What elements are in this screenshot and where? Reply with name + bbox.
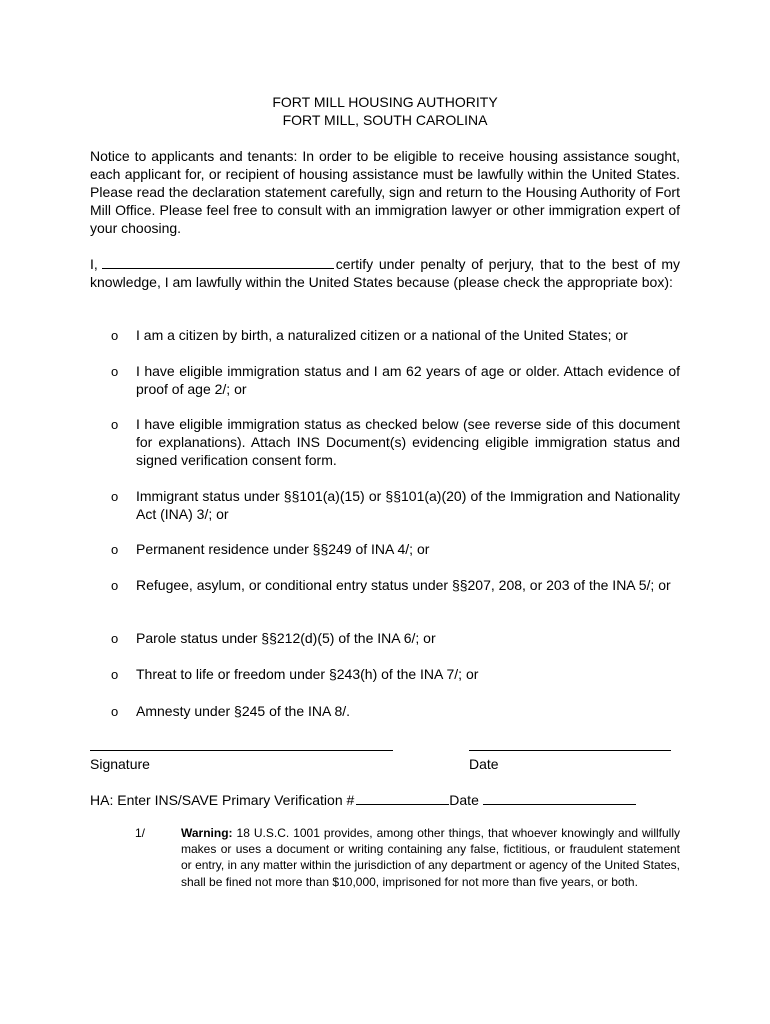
- option-label: I have eligible immigration status as checked below (see reverse side of this document for explanations). Attach INS Document(s) evidencing eligible immigration status and signed verification consent form.: [136, 416, 680, 468]
- verification-number-field[interactable]: [356, 791, 449, 805]
- option-refugee-asylum[interactable]: [111, 576, 680, 594]
- date-label: Date: [469, 756, 499, 772]
- ha-verification-label: HA: Enter INS/SAVE Primary Verification #: [90, 792, 355, 808]
- authority-location: FORT MILL, SOUTH CAROLINA: [282, 112, 488, 128]
- option-threat-to-life[interactable]: [111, 665, 680, 683]
- certify-prefix: I,: [90, 256, 98, 272]
- checkbox-circle-icon[interactable]: o: [111, 578, 119, 593]
- checkbox-circle-icon[interactable]: o: [111, 704, 119, 719]
- checkbox-circle-icon[interactable]: o: [111, 417, 119, 432]
- footnote-number: 1/: [135, 826, 146, 840]
- option-immigrant-status[interactable]: [111, 487, 680, 523]
- option-label: I am a citizen by birth, a naturalized citizen or a national of the United States; or: [136, 327, 628, 343]
- option-eligible-status[interactable]: [111, 415, 680, 469]
- checkbox-circle-icon[interactable]: o: [111, 542, 119, 557]
- certify-text: certify under penalty of perjury, that to the best of my knowledge, I am lawfully within the United States because (please check the appropriate box):: [90, 256, 680, 290]
- footnote-text: [181, 825, 680, 890]
- notice-paragraph: Notice to applicants and tenants: In order to be eligible to receive housing assistance sought, each applicant for, or recipient of housing assistance must be lawfully within the United States. Please read the declaration statement carefully, sign and return to the Housing Authority of Fort Mill Office. Please feel free to consult with an immigration lawyer or other immigration expert of your choosing.: [90, 148, 680, 236]
- option-label: Amnesty under §245 of the INA 8/.: [136, 703, 351, 719]
- ha-date-field[interactable]: [483, 791, 636, 805]
- option-label: Permanent residence under §§249 of INA 4/; or: [136, 541, 430, 557]
- option-permanent-residence[interactable]: [111, 540, 680, 558]
- option-label: Refugee, asylum, or conditional entry status under §§207, 208, or 203 of the INA 5/; or: [136, 577, 671, 593]
- date-line[interactable]: [469, 750, 671, 751]
- checkbox-circle-icon[interactable]: o: [111, 631, 119, 646]
- checkbox-circle-icon[interactable]: o: [111, 667, 119, 682]
- warning-text: 18 U.S.C. 1001 provides, among other things, that whoever knowingly and willfully makes or uses a document or writing containing any false, fictitious, or fraudulent statement or entry, in any matter within the jurisdiction of any department or agency of the United States, shall be fined not more than $10,000, imprisoned for not more than five years, or both.: [181, 826, 680, 889]
- name-blank-field[interactable]: [102, 255, 334, 269]
- option-label: Parole status under §§212(d)(5) of the INA 6/; or: [136, 630, 436, 646]
- option-label: Immigrant status under §§101(a)(15) or §§101(a)(20) of the Immigration and Nationality Act (INA) 3/; or: [136, 488, 680, 522]
- certify-paragraph: [90, 255, 680, 291]
- option-amnesty[interactable]: [111, 702, 680, 720]
- warning-label: Warning:: [181, 826, 233, 840]
- option-label: Threat to life or freedom under §243(h) of the INA 7/; or: [136, 666, 479, 682]
- signature-line[interactable]: [90, 750, 393, 751]
- checkbox-circle-icon[interactable]: o: [111, 489, 119, 504]
- option-parole-status[interactable]: [111, 629, 680, 647]
- option-citizen[interactable]: [111, 326, 680, 344]
- ha-verification-line: [90, 791, 690, 809]
- option-age-62[interactable]: [111, 362, 680, 398]
- signature-label: Signature: [90, 756, 150, 772]
- checkbox-circle-icon[interactable]: o: [111, 364, 119, 379]
- option-label: I have eligible immigration status and I am 62 years of age or older. Attach evidence of proof of age 2/; or: [136, 363, 680, 397]
- ha-date-label: Date: [449, 792, 479, 808]
- authority-name: FORT MILL HOUSING AUTHORITY: [272, 94, 498, 110]
- checkbox-circle-icon[interactable]: o: [111, 328, 119, 343]
